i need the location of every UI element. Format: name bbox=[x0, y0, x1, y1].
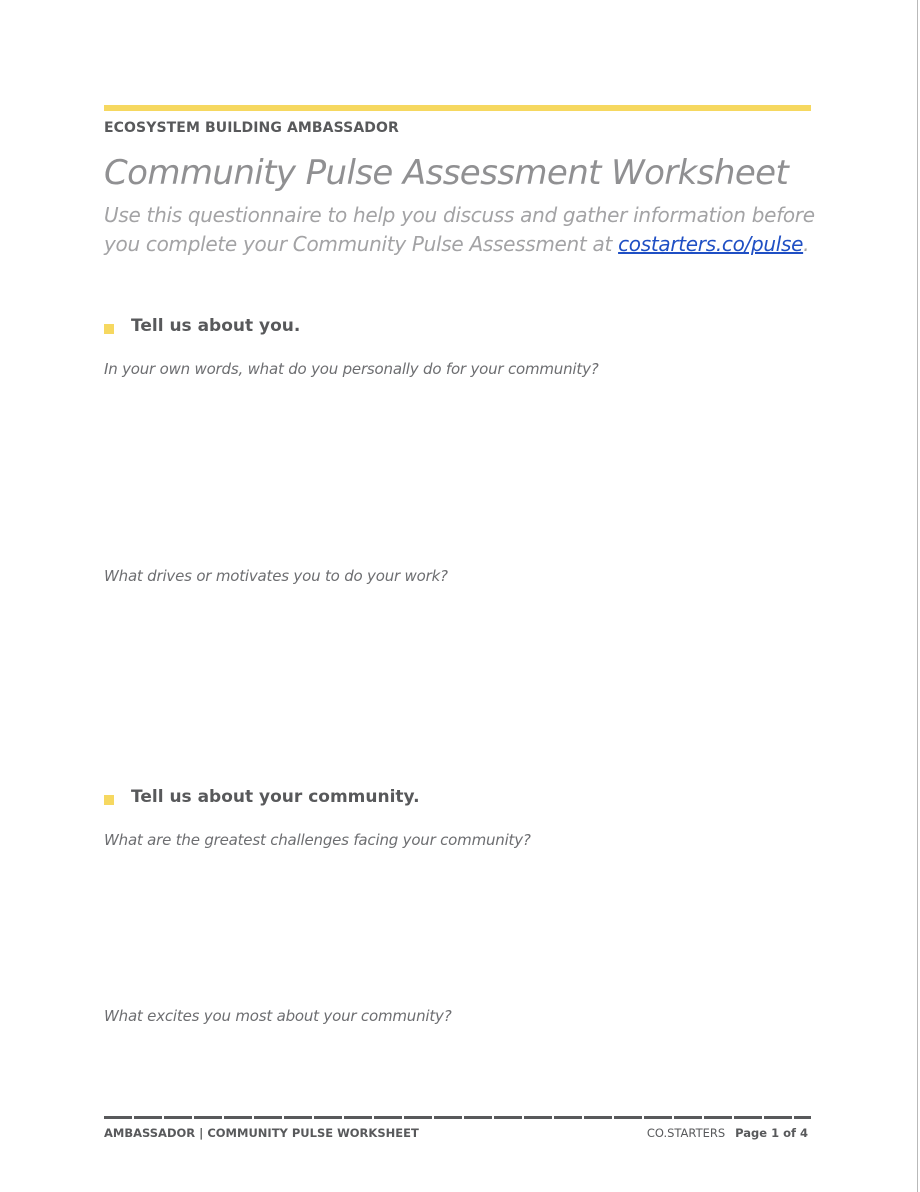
header-accent-rule bbox=[104, 105, 811, 111]
footer-right bbox=[647, 1126, 808, 1140]
square-bullet-icon bbox=[104, 795, 114, 805]
footer-brand: CO.STARTERS bbox=[646, 1126, 726, 1140]
question-personal-role: In your own words, what do you personally do for your community? bbox=[104, 360, 599, 378]
page-edge bbox=[917, 0, 918, 1192]
question-motivation: What drives or motivates you to do your work? bbox=[104, 567, 448, 585]
section-heading-about-you bbox=[104, 316, 300, 336]
footer-document-label: AMBASSADOR | COMMUNITY PULSE WORKSHEET bbox=[104, 1126, 419, 1140]
page-subtitle bbox=[104, 201, 816, 259]
pulse-link[interactable]: costarters.co/pulse bbox=[618, 232, 804, 256]
subtitle-text: Use this questionnaire to help you discuss and gather information before you complete your Community Pulse Assessment at bbox=[104, 203, 815, 256]
page-number: Page 1 of 4 bbox=[735, 1126, 808, 1140]
section-heading-community bbox=[104, 787, 420, 807]
question-challenges: What are the greatest challenges facing your community? bbox=[104, 831, 531, 849]
program-label: ECOSYSTEM BUILDING AMBASSADOR bbox=[104, 120, 399, 136]
section-title: Tell us about your community. bbox=[131, 787, 420, 807]
question-excites: What excites you most about your community? bbox=[104, 1007, 452, 1025]
footer-rule bbox=[104, 1116, 811, 1119]
page-title: Community Pulse Assessment Worksheet bbox=[104, 153, 789, 193]
subtitle-period: . bbox=[803, 232, 810, 256]
square-bullet-icon bbox=[104, 324, 114, 334]
section-title: Tell us about you. bbox=[131, 316, 301, 336]
